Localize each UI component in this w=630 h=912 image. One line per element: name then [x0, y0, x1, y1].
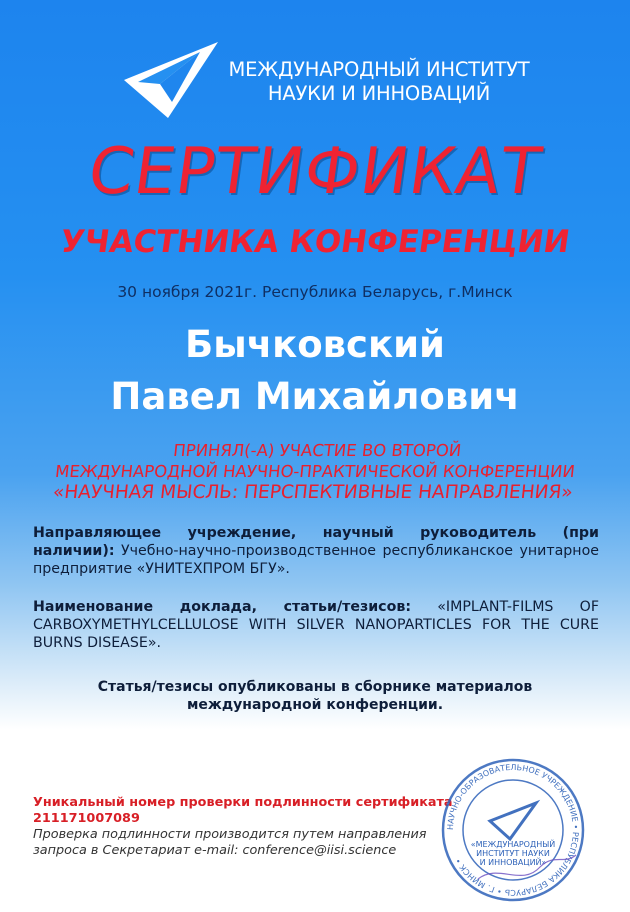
report-paragraph — [33, 598, 599, 652]
publication-note-line1: Статья/тезисы опубликованы в сборнике материалов — [97, 679, 533, 695]
report-value: «IMPLANT-FILMS OF CARBOXYMETHYLCELLULOSE WITH SILVER NANOPARTICLES FOR THE CURE BURNS DISEASE». — [33, 599, 600, 651]
participation-line2: МЕЖДУНАРОДНОЙ НАУЧНО-ПРАКТИЧЕСКОЙ КОНФЕРЕНЦИИ — [54, 462, 576, 481]
participation-statement — [0, 440, 630, 503]
participant-name — [0, 319, 630, 423]
publication-note — [80, 678, 550, 714]
publication-note-line2: международной конференции. — [186, 697, 444, 713]
participant-given-names: Павел Михайлович — [110, 375, 520, 418]
participation-line1: ПРИНЯЛ(-А) УЧАСТИЕ ВО ВТОРОЙ — [172, 441, 463, 460]
certificate-details — [33, 524, 599, 672]
stamp-center-line2: ИНСТИТУТ НАУКИ — [476, 849, 550, 858]
verification-note-line2: запроса в Секретариат e-mail: conference@iisi.science — [33, 843, 397, 858]
institution-value: Учебно-научно-производственное республиканское унитарное предприятие «УНИТЕХПРОМ БГУ». — [33, 543, 599, 577]
svg-text:НАУЧНО-ОБРАЗОВАТЕЛЬНОЕ УЧРЕЖДЕ — [446, 763, 580, 897]
org-name — [214, 58, 544, 106]
stamp-center-line1: «МЕЖДУНАРОДНЫЙ — [470, 840, 556, 849]
conference-name: «НАУЧНАЯ МЫСЛЬ: ПЕРСПЕКТИВНЫЕ НАПРАВЛЕНИЯ» — [51, 482, 574, 503]
institution-paragraph — [33, 524, 599, 578]
verification-number: 211171007089 — [33, 811, 140, 826]
certificate-title: СЕРТИФИКАТ — [83, 135, 547, 209]
verification-label: Уникальный номер проверки подлинности сертификата — [33, 795, 453, 810]
participant-surname: Бычковский — [185, 323, 445, 366]
report-label: Наименование доклада, статьи/тезисов: — [33, 599, 411, 615]
verification-block — [33, 795, 453, 859]
org-header — [120, 40, 540, 120]
stamp-center-line3: И ИННОВАЦИЙ» — [479, 858, 547, 867]
stamp-ring-text: НАУЧНО-ОБРАЗОВАТЕЛЬНОЕ УЧРЕЖДЕНИЕ • РЕСПУБЛИКА БЕЛАРУСЬ • Г. МИНСК • — [445, 762, 581, 898]
org-name-line1: МЕЖДУНАРОДНЫЙ ИНСТИТУТ — [228, 58, 530, 81]
verification-note-line1: Проверка подлинности производится путем направления — [33, 827, 427, 842]
institution-label: Направляющее учреждение, научный руководитель (при наличии): — [33, 525, 599, 559]
official-stamp — [438, 755, 588, 905]
org-name-line2: НАУКИ И ИННОВАЦИЙ — [267, 82, 491, 105]
event-date-place: 30 ноября 2021г. Республика Беларусь, г.Минск — [117, 283, 513, 301]
paper-plane-triangle-icon — [120, 40, 220, 120]
certificate-subtitle: УЧАСТНИКА КОНФЕРЕНЦИИ — [58, 224, 572, 260]
plane-logo-icon — [490, 803, 536, 839]
